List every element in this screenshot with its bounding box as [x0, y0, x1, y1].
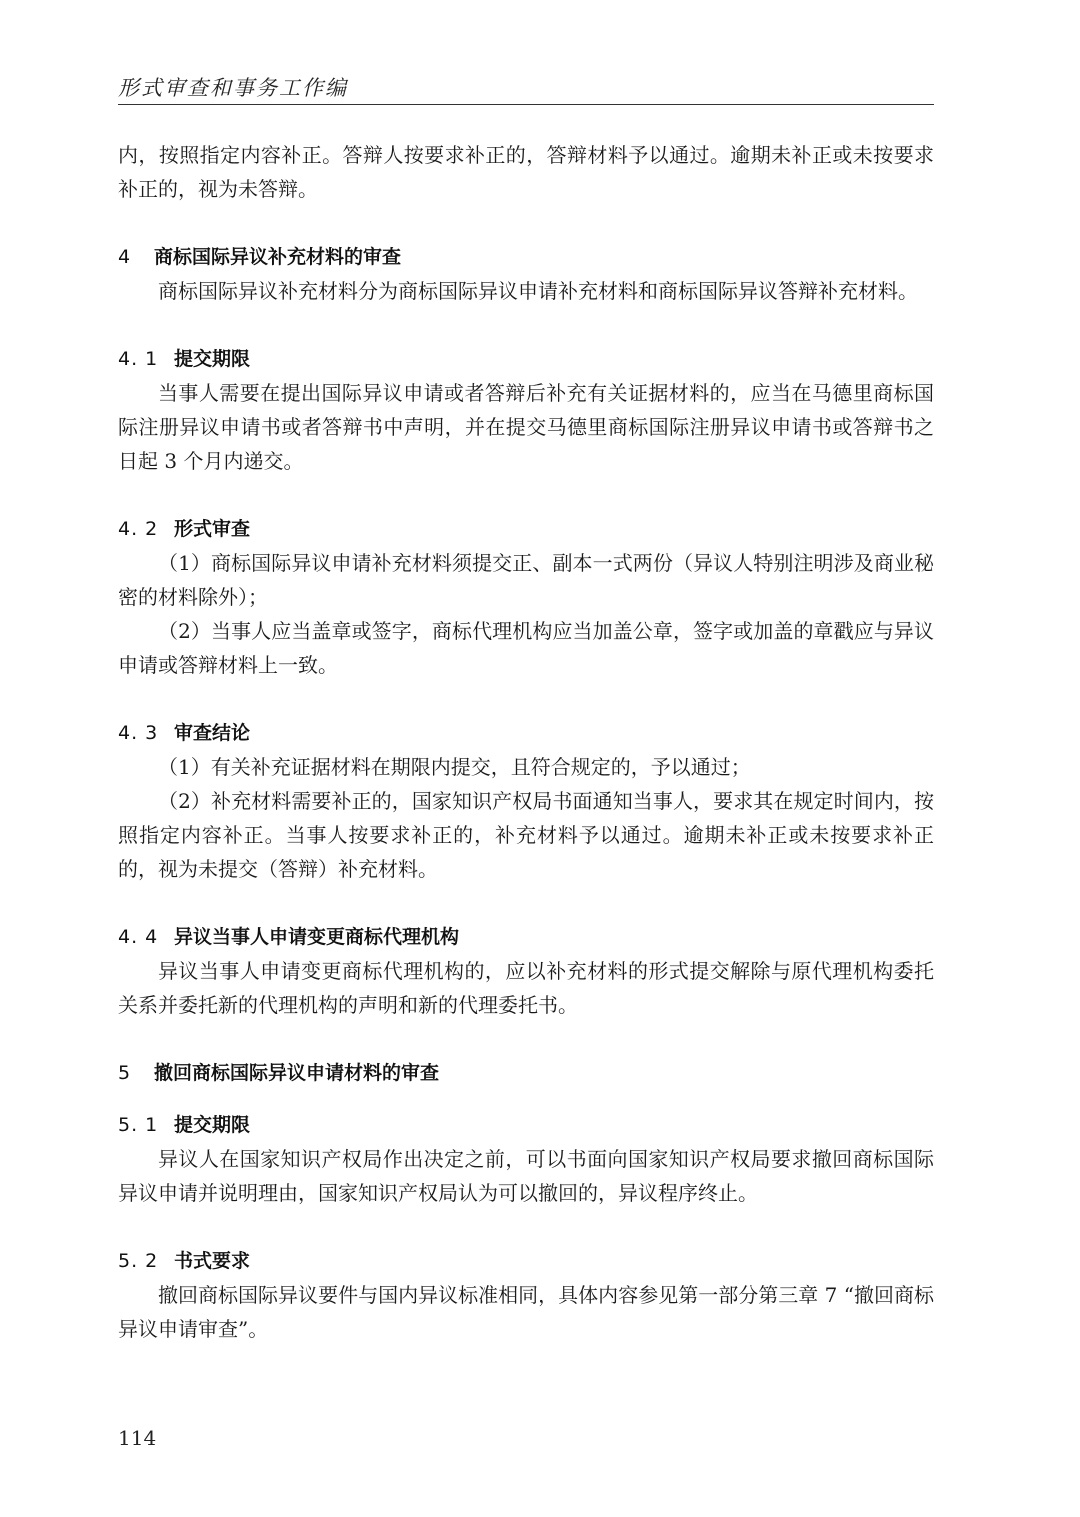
section-5-1-paragraph: 异议人在国家知识产权局作出决定之前，可以书面向国家知识产权局要求撤回商标国际异议申请并说明理由，国家知识产权局认为可以撤回的，异议程序终止。: [118, 1147, 934, 1205]
section-5-number: 5: [118, 1062, 132, 1084]
section-4-2-item-1: （1）商标国际异议申请补充材料须提交正、副本一式两份（异议人特别注明涉及商业秘密的材料除外）；: [118, 551, 934, 609]
section-4-3-item-1: （1）有关补充证据材料在期限内提交，且符合规定的，予以通过；: [158, 755, 751, 779]
section-5-1-title: 提交期限: [174, 1114, 251, 1136]
section-4-4-paragraph: 异议当事人申请变更商标代理机构的，应以补充材料的形式提交解除与原代理机构委托关系并委托新的代理机构的声明和新的代理委托书。: [118, 959, 934, 1017]
section-4-2-item-2: （2）当事人应当盖章或签字，商标代理机构应当加盖公章，签字或加盖的章戳应与异议申请或答辩材料上一致。: [118, 619, 934, 677]
section-4-4-number: 4. 4: [118, 926, 159, 948]
page-body: [118, 138, 934, 1346]
section-4-1-title: 提交期限: [174, 348, 251, 370]
section-5-1-number: 5. 1: [118, 1114, 159, 1136]
section-5-2-heading: [118, 1244, 934, 1278]
section-4-3-heading: [118, 716, 934, 750]
section-5-title: 撤回商标国际异议申请材料的审查: [154, 1062, 440, 1084]
header-rule: [118, 104, 934, 105]
running-header: 形式审查和事务工作编: [118, 76, 348, 100]
section-4-title: 商标国际异议补充材料的审查: [154, 246, 402, 268]
section-5-2-title: 书式要求: [174, 1250, 251, 1272]
section-4-4-heading: [118, 920, 934, 954]
section-5-2-paragraph: 撤回商标国际异议要件与国内异议标准相同，具体内容参见第一部分第三章 7 “撤回商标异议申请审查”。: [118, 1283, 934, 1341]
section-4-1-number: 4. 1: [118, 348, 159, 370]
section-4-3-number: 4. 3: [118, 722, 159, 744]
section-4-1-paragraph: 当事人需要在提出国际异议申请或者答辩后补充有关证据材料的，应当在马德里商标国际注册异议申请书或者答辩书中声明，并在提交马德里商标国际注册异议申请书或答辩书之日起 3 个月内递交。: [118, 381, 934, 473]
section-5-heading: [118, 1056, 934, 1090]
section-4-number: 4: [118, 246, 132, 268]
section-4-paragraph: 商标国际异议补充材料分为商标国际异议申请补充材料和商标国际异议答辩补充材料。: [158, 279, 918, 303]
section-4-1-heading: [118, 342, 934, 376]
section-4-2-number: 4. 2: [118, 518, 159, 540]
section-4-heading: [118, 240, 934, 274]
section-4-3-item-2: （2）补充材料需要补正的，国家知识产权局书面通知当事人，要求其在规定时间内，按照指定内容补正。当事人按要求补正的，补充材料予以通过。逾期未补正或未按要求补正的，视为未提交（答辩）补充材料。: [118, 789, 934, 881]
section-4-2-heading: [118, 512, 934, 546]
section-4-2-title: 形式审查: [174, 518, 251, 540]
section-5-1-heading: [118, 1108, 934, 1142]
section-4-3-title: 审查结论: [174, 722, 251, 744]
section-4-4-title: 异议当事人申请变更商标代理机构: [174, 926, 460, 948]
intro-paragraph: 内，按照指定内容补正。答辩人按要求补正的，答辩材料予以通过。逾期未补正或未按要求补正的，视为未答辩。: [118, 143, 934, 201]
page-number: 114: [118, 1426, 157, 1450]
section-5-2-number: 5. 2: [118, 1250, 159, 1272]
